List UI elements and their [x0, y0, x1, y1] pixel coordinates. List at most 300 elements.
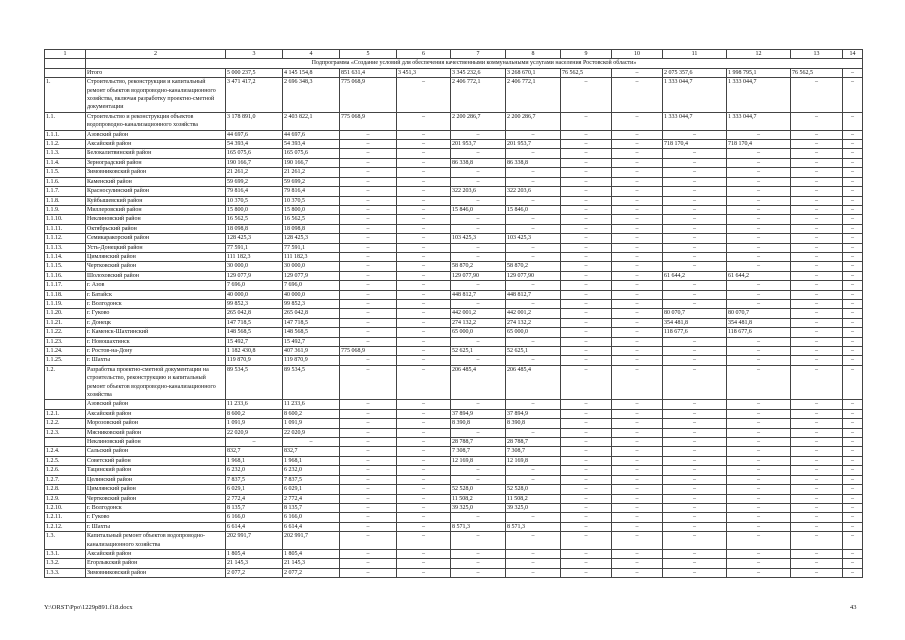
value-cell: –	[727, 400, 791, 409]
row-label-cell: Азовский район	[86, 130, 226, 139]
value-cell: –	[791, 168, 843, 177]
value-cell: –	[506, 513, 561, 522]
value-cell: 2 772,4	[226, 494, 283, 503]
value-cell: 61 644,2	[727, 271, 791, 280]
value-cell: 2 772,4	[283, 494, 340, 503]
table-row	[45, 243, 863, 252]
value-cell: –	[612, 271, 663, 280]
value-cell: –	[843, 559, 863, 568]
value-cell: –	[843, 328, 863, 337]
table-row	[45, 365, 863, 400]
value-cell: 119 870,9	[226, 356, 283, 365]
value-cell: –	[340, 400, 397, 409]
value-cell: 5 000 237,5	[226, 68, 283, 77]
row-number-cell: 1.2.12.	[45, 522, 86, 531]
document-page	[44, 49, 862, 578]
value-cell: –	[663, 447, 727, 456]
value-cell: –	[340, 299, 397, 308]
value-cell: –	[791, 549, 843, 558]
value-cell: –	[612, 328, 663, 337]
row-number-cell: 1.1.13.	[45, 243, 86, 252]
value-cell: –	[612, 196, 663, 205]
value-cell: –	[727, 409, 791, 418]
value-cell: 1 091,9	[226, 419, 283, 428]
value-cell: –	[397, 196, 451, 205]
value-cell: –	[340, 140, 397, 149]
value-cell: –	[561, 559, 612, 568]
table-row	[45, 447, 863, 456]
value-cell: –	[663, 299, 727, 308]
value-cell: –	[612, 438, 663, 447]
value-cell: –	[451, 149, 506, 158]
value-cell: –	[612, 409, 663, 418]
value-cell: –	[397, 149, 451, 158]
value-cell: –	[727, 532, 791, 550]
value-cell: –	[727, 475, 791, 484]
value-cell: 407 361,9	[283, 347, 340, 356]
value-cell: –	[561, 532, 612, 550]
value-cell: –	[397, 234, 451, 243]
value-cell: –	[561, 400, 612, 409]
value-cell: –	[791, 187, 843, 196]
value-cell: –	[561, 224, 612, 233]
value-cell: –	[843, 419, 863, 428]
value-cell: 775 068,9	[340, 78, 397, 113]
value-cell: –	[397, 130, 451, 139]
value-cell: –	[451, 337, 506, 346]
value-cell: 8 571,3	[451, 522, 506, 531]
value-cell: –	[340, 522, 397, 531]
value-cell: –	[561, 447, 612, 456]
row-number-cell: 1.1.16.	[45, 271, 86, 280]
value-cell: 1 333 044,7	[663, 112, 727, 130]
value-cell: –	[791, 299, 843, 308]
value-cell: –	[397, 337, 451, 346]
value-cell: 6 029,1	[283, 485, 340, 494]
value-cell: –	[612, 532, 663, 550]
row-number-cell: 1.1.3.	[45, 149, 86, 158]
value-cell: –	[340, 365, 397, 400]
value-cell: 1 805,4	[226, 549, 283, 558]
value-cell: –	[340, 568, 397, 577]
value-cell: 2 406 772,1	[506, 78, 561, 113]
row-label-cell: г. Волгодонск	[86, 503, 226, 512]
value-cell: –	[727, 243, 791, 252]
value-cell: –	[561, 347, 612, 356]
row-label-cell: г. Волгодонск	[86, 299, 226, 308]
value-cell: –	[791, 522, 843, 531]
value-cell: –	[561, 318, 612, 327]
value-cell: –	[663, 419, 727, 428]
value-cell: 11 508,2	[506, 494, 561, 503]
value-cell: –	[727, 347, 791, 356]
value-cell: –	[506, 568, 561, 577]
row-label-cell: Итого	[86, 68, 226, 77]
value-cell: 851 631,4	[340, 68, 397, 77]
value-cell: 265 042,8	[226, 309, 283, 318]
value-cell: –	[791, 347, 843, 356]
value-cell: –	[561, 485, 612, 494]
value-cell: –	[663, 243, 727, 252]
column-number-cell: 3	[226, 50, 283, 59]
value-cell: –	[727, 438, 791, 447]
value-cell: –	[612, 112, 663, 130]
value-cell: 8 571,3	[506, 522, 561, 531]
row-number-cell: 1.1.12.	[45, 234, 86, 243]
table-row	[45, 337, 863, 346]
row-number-cell: 1.2.3.	[45, 428, 86, 437]
value-cell: –	[397, 559, 451, 568]
value-cell: –	[340, 409, 397, 418]
row-number-cell	[45, 68, 86, 77]
value-cell: –	[397, 475, 451, 484]
value-cell: 2 075 357,6	[663, 68, 727, 77]
value-cell: 44 697,6	[226, 130, 283, 139]
table-row	[45, 475, 863, 484]
row-number-cell	[45, 438, 86, 447]
value-cell: –	[340, 428, 397, 437]
value-cell: 37 894,9	[506, 409, 561, 418]
value-cell: –	[843, 428, 863, 437]
value-cell: –	[561, 112, 612, 130]
value-cell: 8 600,2	[283, 409, 340, 418]
row-label-cell: Советский район	[86, 456, 226, 465]
value-cell: –	[397, 140, 451, 149]
value-cell: –	[727, 234, 791, 243]
value-cell: 52 528,0	[451, 485, 506, 494]
value-cell: 7 837,5	[226, 475, 283, 484]
value-cell: 103 425,3	[506, 234, 561, 243]
value-cell: –	[561, 356, 612, 365]
value-cell: –	[791, 140, 843, 149]
value-cell: –	[663, 215, 727, 224]
value-cell: 52 528,0	[506, 485, 561, 494]
value-cell: 2 406 772,1	[451, 78, 506, 113]
value-cell: –	[843, 196, 863, 205]
value-cell: –	[663, 513, 727, 522]
value-cell: –	[791, 456, 843, 465]
value-cell: 775 068,9	[340, 112, 397, 130]
column-number-cell: 1	[45, 50, 86, 59]
value-cell: 30 000,0	[283, 262, 340, 271]
table-row	[45, 271, 863, 280]
value-cell: –	[506, 243, 561, 252]
value-cell: –	[612, 475, 663, 484]
value-cell: –	[612, 281, 663, 290]
value-cell: –	[727, 522, 791, 531]
value-cell: –	[663, 409, 727, 418]
value-cell: 15 846,0	[451, 205, 506, 214]
value-cell: –	[791, 494, 843, 503]
value-cell: –	[612, 568, 663, 577]
value-cell: –	[506, 475, 561, 484]
value-cell: 354 481,8	[727, 318, 791, 327]
value-cell: –	[340, 243, 397, 252]
table-row	[45, 196, 863, 205]
value-cell: 59 699,2	[226, 177, 283, 186]
value-cell: –	[340, 224, 397, 233]
row-label-cell: Разработка проектно-сметной документации на строительство, реконструкцию и капитальный ремонт объектов водопроводно-канализационного хозяйства	[86, 365, 226, 400]
value-cell: 1 998 795,1	[727, 68, 791, 77]
value-cell: –	[340, 438, 397, 447]
value-cell: –	[561, 196, 612, 205]
value-cell: 165 075,6	[226, 149, 283, 158]
value-cell: –	[561, 158, 612, 167]
value-cell: –	[506, 532, 561, 550]
value-cell: –	[843, 568, 863, 577]
value-cell: 18 098,8	[283, 224, 340, 233]
row-label-cell: Неклиновский район	[86, 438, 226, 447]
value-cell: 65 000,0	[451, 328, 506, 337]
value-cell: –	[727, 252, 791, 261]
value-cell: –	[451, 400, 506, 409]
value-cell: 201 953,7	[451, 140, 506, 149]
table-row	[45, 252, 863, 261]
table-row	[45, 532, 863, 550]
value-cell: 52 625,1	[451, 347, 506, 356]
value-cell: –	[791, 475, 843, 484]
table-row	[45, 224, 863, 233]
value-cell: –	[663, 234, 727, 243]
value-cell: –	[561, 177, 612, 186]
value-cell: –	[843, 318, 863, 327]
value-cell: –	[791, 503, 843, 512]
value-cell: 128 425,3	[283, 234, 340, 243]
value-cell: 265 042,8	[283, 309, 340, 318]
value-cell: –	[663, 365, 727, 400]
value-cell: 15 800,0	[226, 205, 283, 214]
row-label-cell: Азовский район	[86, 400, 226, 409]
value-cell: –	[663, 149, 727, 158]
value-cell: –	[397, 409, 451, 418]
column-number-cell: 13	[791, 50, 843, 59]
value-cell: –	[506, 177, 561, 186]
row-label-cell: Зимовниковский район	[86, 568, 226, 577]
column-number-cell: 7	[451, 50, 506, 59]
value-cell: –	[340, 356, 397, 365]
value-cell: –	[340, 549, 397, 558]
value-cell: 30 000,0	[226, 262, 283, 271]
row-label-cell: Шолоховский район	[86, 271, 226, 280]
value-cell: 2 696 348,3	[283, 78, 340, 113]
value-cell: –	[663, 428, 727, 437]
value-cell: –	[397, 168, 451, 177]
table-row	[45, 513, 863, 522]
value-cell: –	[843, 215, 863, 224]
value-cell: –	[340, 337, 397, 346]
row-label-cell: Куйбышевский район	[86, 196, 226, 205]
row-label-cell: Аксайский район	[86, 140, 226, 149]
value-cell: 28 788,7	[451, 438, 506, 447]
value-cell: –	[506, 559, 561, 568]
value-cell: 54 393,4	[283, 140, 340, 149]
value-cell: –	[340, 309, 397, 318]
value-cell: –	[727, 456, 791, 465]
value-cell: 190 166,7	[283, 158, 340, 167]
value-cell: –	[340, 290, 397, 299]
value-cell: –	[791, 271, 843, 280]
value-cell: 11 508,2	[451, 494, 506, 503]
table-body	[45, 50, 863, 578]
value-cell: –	[843, 356, 863, 365]
value-cell: –	[612, 177, 663, 186]
value-cell: 129 077,90	[451, 271, 506, 280]
value-cell: –	[561, 215, 612, 224]
table-row	[45, 494, 863, 503]
value-cell: 99 852,3	[283, 299, 340, 308]
value-cell: 128 425,3	[226, 234, 283, 243]
value-cell: –	[727, 428, 791, 437]
row-label-cell: г. Ростов-на-Дону	[86, 347, 226, 356]
value-cell: –	[397, 177, 451, 186]
value-cell: –	[561, 149, 612, 158]
value-cell: –	[340, 149, 397, 158]
value-cell: –	[506, 215, 561, 224]
value-cell: –	[340, 559, 397, 568]
value-cell: –	[843, 409, 863, 418]
value-cell: 10 370,5	[226, 196, 283, 205]
value-cell: –	[340, 532, 397, 550]
value-cell: –	[561, 252, 612, 261]
value-cell: –	[561, 187, 612, 196]
table-row	[45, 503, 863, 512]
value-cell: –	[506, 130, 561, 139]
table-row	[45, 112, 863, 130]
row-number-cell: 1.1.8.	[45, 196, 86, 205]
value-cell: –	[727, 568, 791, 577]
value-cell: –	[340, 494, 397, 503]
value-cell: –	[451, 196, 506, 205]
value-cell: –	[663, 532, 727, 550]
value-cell: –	[843, 522, 863, 531]
value-cell: –	[843, 140, 863, 149]
value-cell: –	[561, 466, 612, 475]
value-cell: –	[663, 347, 727, 356]
subprogram-title: Подпрограмма «Создание условий для обеспечения качественными коммунальными услугами населения Ростовской области»	[86, 59, 863, 68]
value-cell: –	[727, 513, 791, 522]
row-label-cell: Строительство, реконструкция и капитальный ремонт объектов водопроводно-канализационного хозяйства, включая разработку проектно-сметной документации	[86, 78, 226, 113]
value-cell: –	[561, 549, 612, 558]
value-cell: 3 268 670,1	[506, 68, 561, 77]
value-cell: 39 325,0	[451, 503, 506, 512]
column-number-cell: 9	[561, 50, 612, 59]
value-cell: –	[451, 243, 506, 252]
value-cell: –	[340, 177, 397, 186]
value-cell: –	[843, 290, 863, 299]
table-row	[45, 347, 863, 356]
value-cell: –	[663, 475, 727, 484]
value-cell: 3 178 891,0	[226, 112, 283, 130]
value-cell: 18 098,8	[226, 224, 283, 233]
value-cell: –	[561, 409, 612, 418]
value-cell: –	[663, 549, 727, 558]
value-cell: –	[340, 447, 397, 456]
value-cell: –	[561, 513, 612, 522]
value-cell: –	[612, 299, 663, 308]
value-cell: –	[843, 456, 863, 465]
value-cell: –	[612, 428, 663, 437]
row-label-cell: г. Азов	[86, 281, 226, 290]
value-cell: –	[843, 309, 863, 318]
value-cell: 442 001,2	[506, 309, 561, 318]
value-cell: –	[663, 568, 727, 577]
row-label-cell: Октябрьский район	[86, 224, 226, 233]
value-cell: 832,7	[283, 447, 340, 456]
value-cell: –	[397, 356, 451, 365]
value-cell: 76 562,5	[561, 68, 612, 77]
value-cell: 775 068,9	[340, 347, 397, 356]
value-cell: –	[397, 549, 451, 558]
value-cell: 7 696,0	[226, 281, 283, 290]
table-row	[45, 356, 863, 365]
row-label-cell: Капитальный ремонт объектов водопроводно-канализационного хозяйства	[86, 532, 226, 550]
value-cell: –	[397, 485, 451, 494]
row-label-cell: Сальский район	[86, 447, 226, 456]
row-number-cell: 1.2.11.	[45, 513, 86, 522]
value-cell: –	[843, 177, 863, 186]
value-cell: –	[561, 290, 612, 299]
value-cell: –	[612, 252, 663, 261]
value-cell: –	[506, 224, 561, 233]
table-row	[45, 309, 863, 318]
value-cell: –	[843, 503, 863, 512]
value-cell: –	[612, 168, 663, 177]
value-cell: –	[791, 215, 843, 224]
row-label-cell: Тацинский район	[86, 466, 226, 475]
row-number-cell: 1.2.1.	[45, 409, 86, 418]
value-cell: –	[612, 513, 663, 522]
row-number-cell: 1.2.5.	[45, 456, 86, 465]
row-label-cell: Чертковский район	[86, 494, 226, 503]
value-cell: –	[612, 309, 663, 318]
value-cell: 89 534,5	[226, 365, 283, 400]
value-cell: –	[561, 503, 612, 512]
value-cell: 165 075,6	[283, 149, 340, 158]
value-cell: –	[663, 290, 727, 299]
value-cell: –	[561, 568, 612, 577]
value-cell: –	[791, 149, 843, 158]
value-cell: –	[561, 419, 612, 428]
row-number-cell: 1.1.2.	[45, 140, 86, 149]
value-cell: –	[397, 419, 451, 428]
value-cell: –	[663, 205, 727, 214]
value-cell: –	[561, 271, 612, 280]
value-cell: –	[397, 243, 451, 252]
value-cell: –	[843, 549, 863, 558]
value-cell: –	[791, 485, 843, 494]
value-cell: –	[791, 559, 843, 568]
value-cell: –	[397, 503, 451, 512]
value-cell: 6 232,0	[226, 466, 283, 475]
value-cell: –	[451, 475, 506, 484]
value-cell: –	[340, 485, 397, 494]
value-cell: –	[561, 168, 612, 177]
value-cell: 2 077,2	[283, 568, 340, 577]
value-cell: 6 614,4	[226, 522, 283, 531]
table-row	[45, 187, 863, 196]
row-number-cell: 1.1.24.	[45, 347, 86, 356]
value-cell: 54 393,4	[226, 140, 283, 149]
value-cell: 16 562,5	[283, 215, 340, 224]
value-cell: –	[451, 215, 506, 224]
value-cell: –	[727, 177, 791, 186]
value-cell: –	[451, 177, 506, 186]
table-row	[45, 78, 863, 113]
footer-file-path: Y:\ORST\Ppo\1229p891.f18.docx	[44, 604, 133, 611]
value-cell: 16 562,5	[226, 215, 283, 224]
value-cell: –	[791, 400, 843, 409]
value-cell: –	[727, 485, 791, 494]
